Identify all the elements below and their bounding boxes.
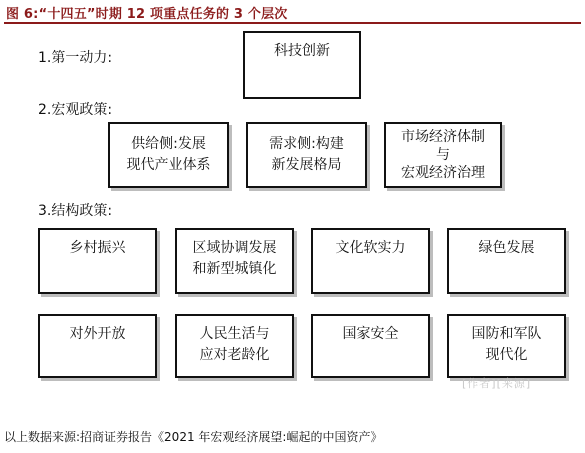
watermark: [作者][来源]	[462, 377, 532, 390]
box-supply-side	[108, 122, 229, 188]
box-defense-modernization	[447, 314, 566, 378]
box-label: 乡村振兴	[69, 240, 126, 256]
box-label: 需求侧:构建 新发展格局	[269, 136, 344, 173]
box-label: 国防和军队 现代化	[471, 326, 542, 363]
source-note: 以上数据来源:招商证券报告《2021 年宏观经济展望:崛起的中国资产》	[4, 430, 383, 444]
box-label: 人民生活与 应对老龄化	[199, 326, 270, 363]
box-tech-innovation	[243, 31, 361, 99]
box-label: 对外开放	[69, 326, 126, 342]
box-label: 国家安全	[342, 326, 399, 342]
box-rural-revitalization	[38, 228, 157, 294]
box-opening-up	[38, 314, 157, 378]
section-label-macro: 2.宏观政策:	[38, 102, 113, 118]
box-green-development	[447, 228, 566, 294]
figure-title: 图 6:“十四五”时期 12 项重点任务的 3 个层次	[6, 7, 288, 22]
box-label: 文化软实力	[335, 240, 406, 256]
box-label: 市场经济体制 与 宏观经济治理	[401, 129, 485, 181]
box-national-security	[311, 314, 430, 378]
box-market-economy	[384, 122, 502, 188]
section-label-innovation: 1.第一动力:	[38, 50, 113, 66]
box-label: 区域协调发展 和新型城镇化	[192, 240, 277, 277]
box-cultural-soft-power	[311, 228, 430, 294]
box-label: 科技创新	[274, 43, 330, 59]
section-label-structural: 3.结构政策:	[38, 203, 113, 219]
box-regional-development	[175, 228, 294, 294]
box-demand-side	[246, 122, 367, 188]
title-divider	[4, 22, 581, 24]
box-label: 供给侧:发展 现代产业体系	[126, 136, 211, 173]
box-label: 绿色发展	[478, 240, 535, 256]
box-livelihood-aging	[175, 314, 294, 378]
